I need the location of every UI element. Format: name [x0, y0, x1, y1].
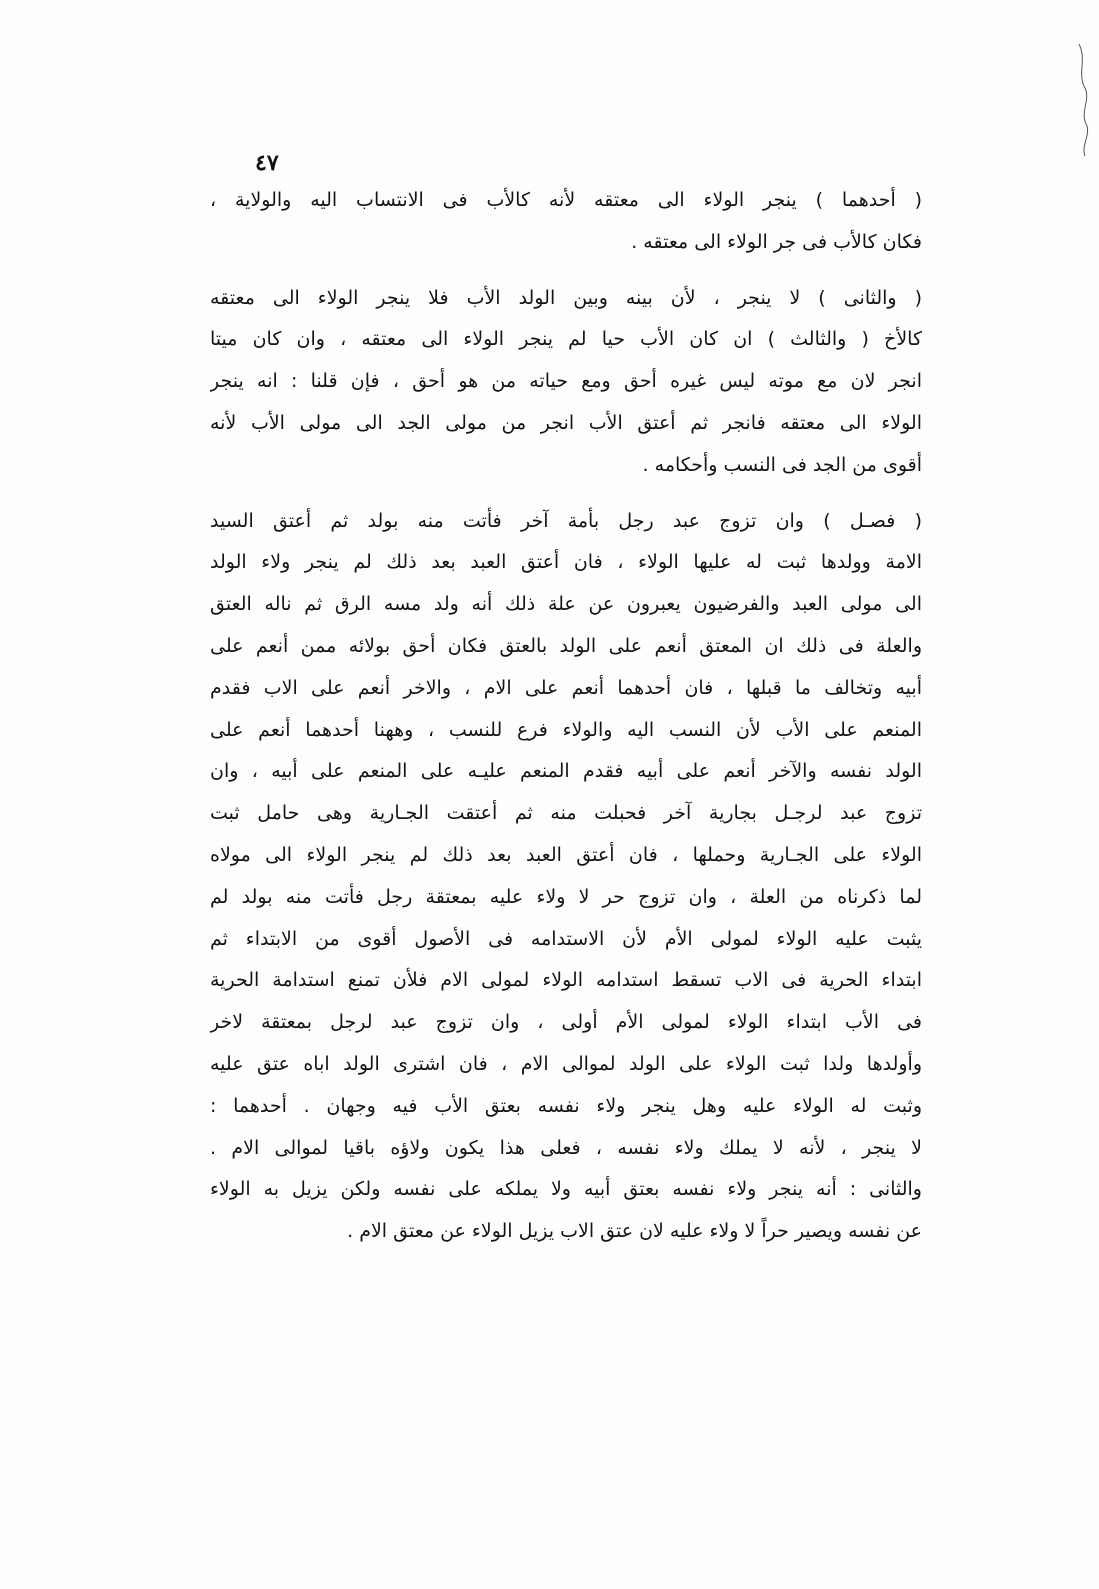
paragraph-1	[210, 180, 922, 264]
text-line: لما ذكرناه من العلة ، وان تزوج حر لا ولاء عليه بمعتقة رجل فأتت منه بولد لم	[210, 885, 922, 908]
text-line: وأولدها ولدا ثبت الولاء على الولد لموالى الام ، فان اشترى الولد اباه عتق عليه	[210, 1052, 922, 1075]
text-line: كالأخ ( والثالث ) ان كان الأب حيا لم ينجر الولاء الى معتقه ، وان كان ميتا	[210, 328, 922, 351]
text-line: عن نفسه ويصير حراً لا ولاء عليه لان عتق الاب يزيل الولاء عن معتق الام .	[347, 1220, 922, 1243]
text-line: ( فصـل ) وان تزوج عبد رجل بأمة آخر فأتت منه بولد ثم أعتق السيد	[210, 509, 922, 532]
paragraph-3	[210, 501, 922, 1253]
text-line: الولد نفسه والآخر أنعم على أبيه فقدم المنعم عليـه على المنعم على أبيه ، وان	[210, 760, 922, 783]
text-line: الولاء على الجـارية وحملها ، فان أعتق العبد بعد ذلك لم ينجر الولاء الى مولاه	[210, 843, 922, 866]
text-line: والعلة فى ذلك ان المعتق أنعم على الولد بالعتق فكان أحق بولائه ممن أنعم على	[210, 634, 922, 657]
text-line: والثانى : أنه ينجر ولاء نفسه بعتق أبيه ولا يملكه على نفسه ولكن يزيل به الولاء	[210, 1178, 922, 1201]
text-line: فى الأب ابتداء الولاء لمولى الأم أولى ، وان تزوج عبد لرجل بمعتقة لاخر	[210, 1011, 922, 1034]
body-text	[210, 180, 922, 1253]
text-line: ابتداء الحرية فى الاب تسقط استدامه الولاء لمولى الام فلأن تمنع استدامة الحرية	[210, 969, 922, 992]
text-line: فكان كالأب فى جر الولاء الى معتقه .	[631, 230, 922, 253]
text-line: وثبت له الولاء عليه وهل ينجر ولاء نفسه بعتق الأب فيه وجهان . أحدهما :	[210, 1094, 922, 1117]
text-line: تزوج عبد لرجـل بجارية آخر فحبلت منه ثم أعتقت الجـارية وهى حامل ثبت	[210, 802, 922, 825]
text-line: الامة وولدها ثبت له عليها الولاء ، فان أعتق العبد بعد ذلك لم ينجر ولاء الولد	[210, 551, 922, 574]
text-line: انجر لان مع موته ليس غيره أحق ومع حياته من هو أحق ، فإن قلنا : انه ينجر	[210, 370, 922, 393]
text-line: لا ينجر ، لأنه لا يملك ولاء نفسه ، فعلى هذا يكون ولاؤه باقيا لموالى الام .	[210, 1136, 922, 1159]
page-edge-mark	[1075, 40, 1093, 160]
page-number: ٤٧	[255, 150, 279, 176]
paragraph-2	[210, 278, 922, 487]
text-line: الولاء الى معتقه فانجر ثم أعتق الأب انجر من مولى الجد الى مولى الأب لأنه	[210, 411, 922, 434]
text-line: المنعم على الأب لأن النسب اليه والولاء فرع للنسب ، وههنا أحدهما أنعم على	[210, 718, 922, 741]
text-line: يثبت عليه الولاء لمولى الأم لأن الاستدامه فى الأصول أقوى من الابتداء ثم	[210, 927, 922, 950]
text-line: أبيه وتخالف ما قبلها ، فان أحدهما أنعم على الام ، والاخر أنعم على الاب فقدم	[210, 676, 922, 699]
text-line: الى مولى العبد والفرضيون يعبرون عن علة ذلك أنه ولد مسه الرق ثم ناله العتق	[210, 593, 922, 616]
text-line: ( والثانى ) لا ينجر ، لأن بينه وبين الولد الأب فلا ينجر الولاء الى معتقه	[210, 286, 922, 309]
text-line: أقوى من الجد فى النسب وأحكامه .	[642, 453, 922, 476]
text-line: ( أحدهما ) ينجر الولاء الى معتقه لأنه كالأب فى الانتساب اليه والولاية ،	[210, 189, 922, 211]
